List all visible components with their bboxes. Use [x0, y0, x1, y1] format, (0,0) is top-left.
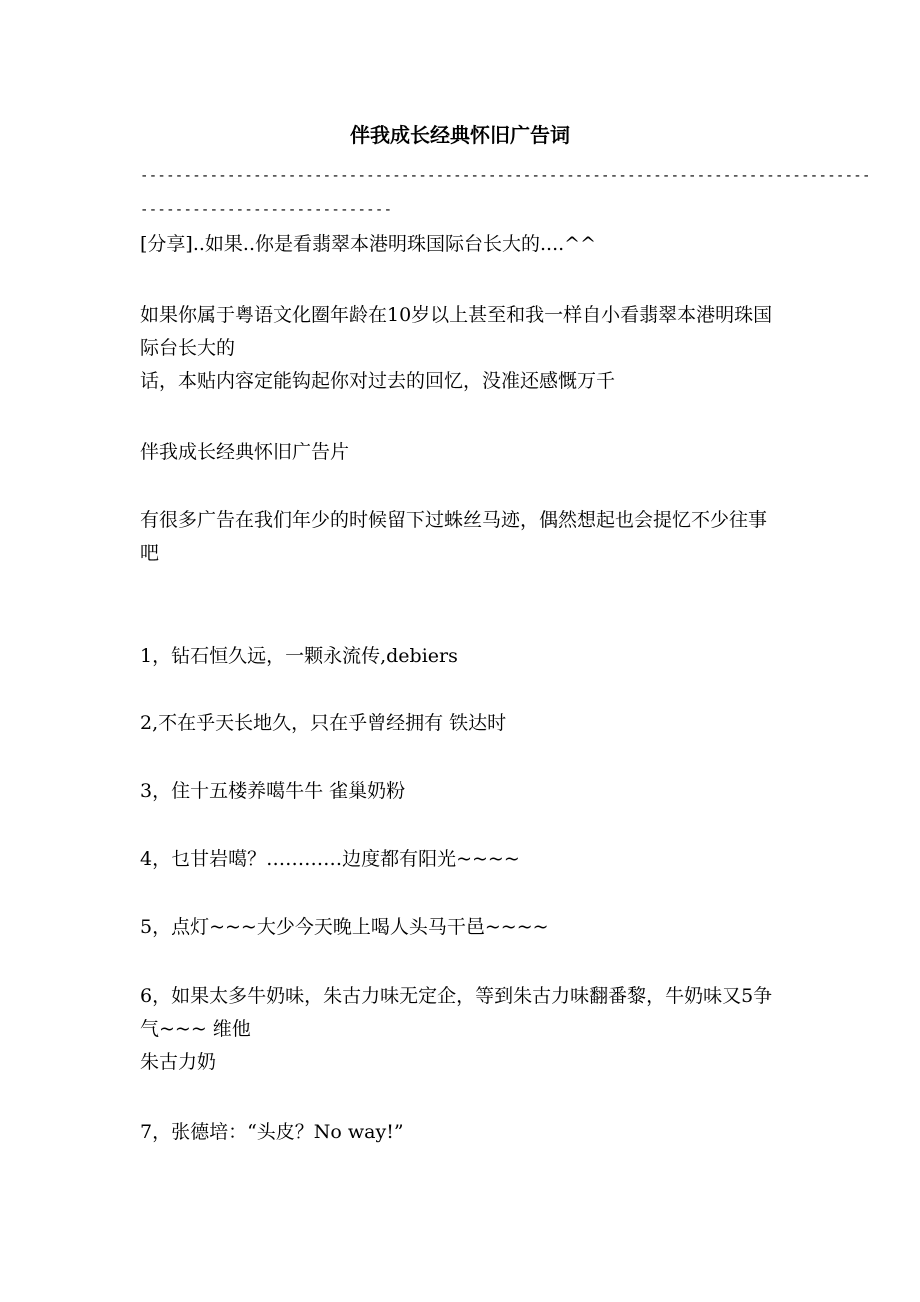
slogan-4: 4，乜甘岩噶？…………边度都有阳光~~~~	[140, 848, 520, 870]
intro-line-2: 话，本贴内容定能钩起你对过去的回忆，没准还感慨万千	[140, 370, 616, 392]
separator-line: ------------------------------------------------------------------------------------	[140, 168, 871, 184]
share-line: [分享]..如果..你是看翡翠本港明珠国际台长大的....^^	[140, 233, 596, 255]
slogan-5: 5，点灯~~~大少今天晚上喝人头马干邑~~~~	[140, 916, 549, 938]
slogan-7: 7，张德培：“头皮？No way!”	[140, 1121, 404, 1143]
intro-line-1: 如果你属于粤语文化圈年龄在10岁以上甚至和我一样自小看翡翠本港明珠国际台长大的	[140, 304, 773, 359]
slogan-2: 2,不在乎天长地久，只在乎曾经拥有 铁达时	[140, 712, 507, 734]
slogan-6: 6，如果太多牛奶味，朱古力味无定企，等到朱古力味翻番黎，牛奶味又5争气~~~ 维他	[140, 985, 773, 1040]
slogan-6-continued: 朱古力奶	[140, 1051, 217, 1073]
slogan-1: 1，钻石恒久远，一颗永流传,debiers	[140, 645, 458, 667]
slogan-6-paragraph	[140, 980, 785, 1079]
slogan-3: 3，住十五楼养噶牛牛 雀巢奶粉	[140, 780, 406, 802]
subtitle: 伴我成长经典怀旧广告片	[140, 441, 350, 463]
separator-line-continued: -----------------------------	[140, 202, 393, 218]
intro-paragraph	[140, 299, 785, 398]
document-title: 伴我成长经典怀旧广告词	[350, 123, 570, 147]
preface-paragraph: 有很多广告在我们年少的时候留下过蛛丝马迹，偶然想起也会提忆不少往事吧	[140, 509, 768, 564]
